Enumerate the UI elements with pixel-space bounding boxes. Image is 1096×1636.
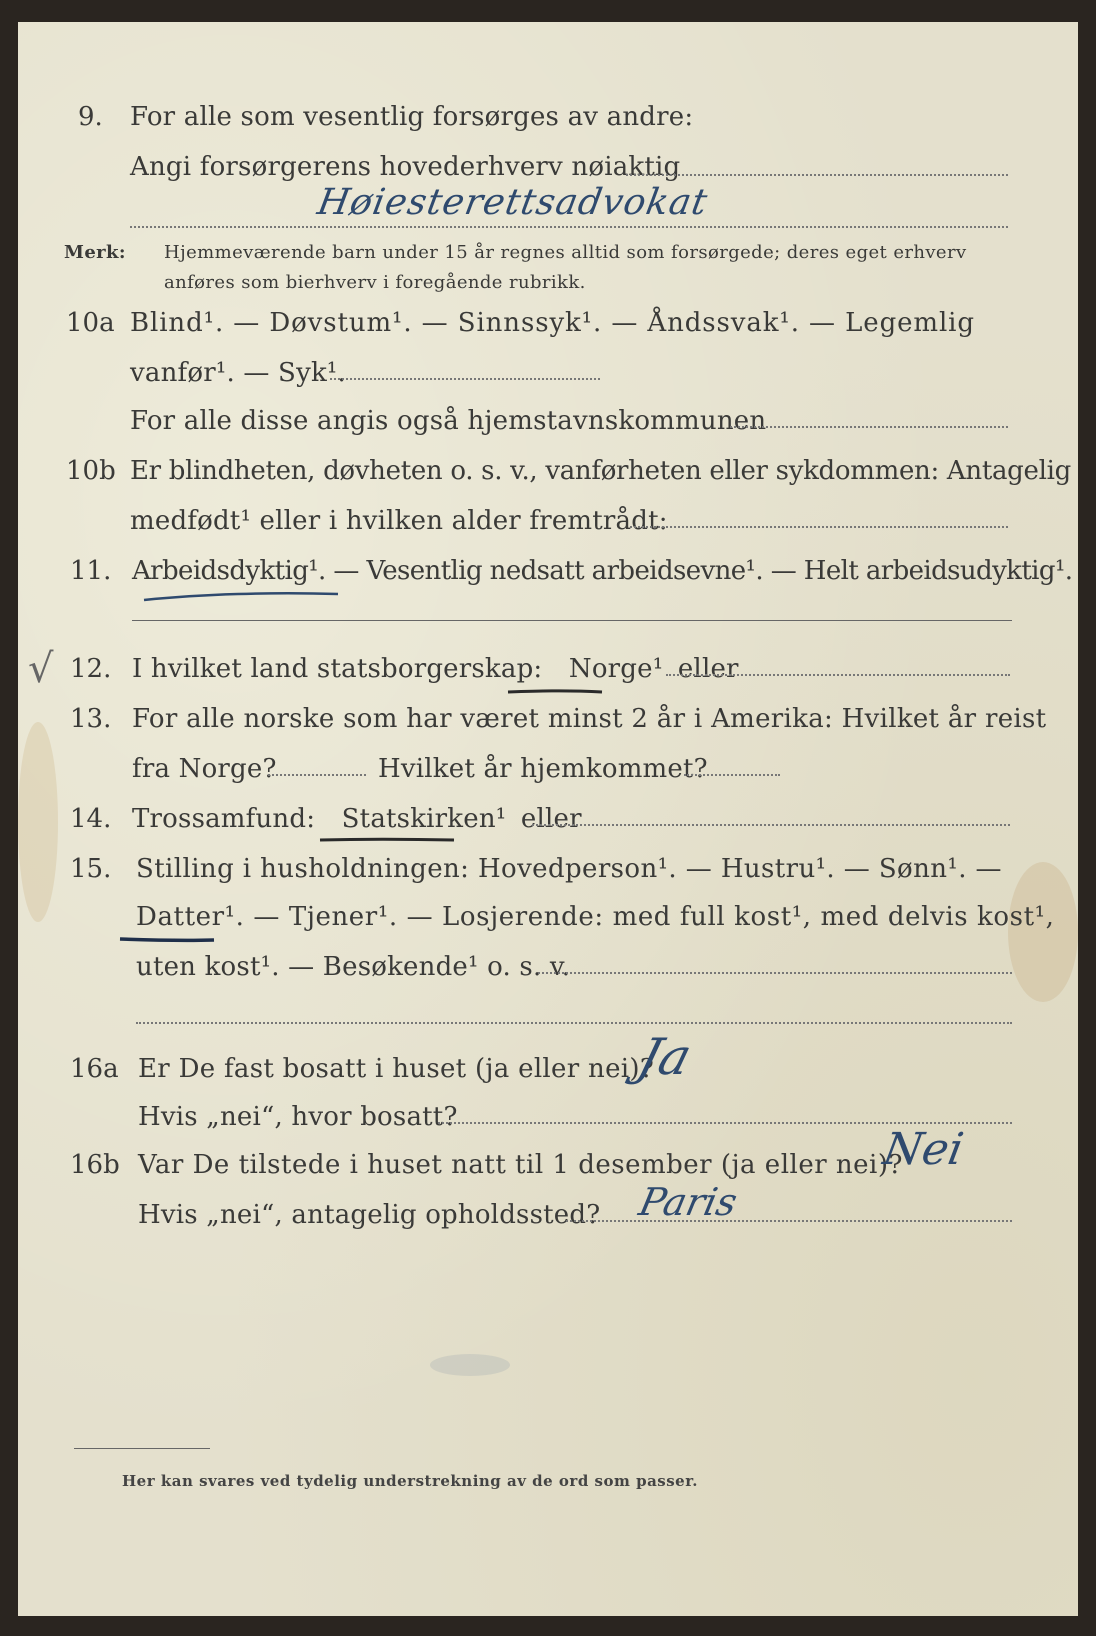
- merk-line1: Hjemmeværende barn under 15 år regnes alltid som forsørgede; deres eget erhverv: [164, 242, 967, 263]
- q16a-line2: Hvis „nei“, hvor bosatt?: [138, 1102, 458, 1132]
- answer-dotted-line: [626, 174, 1008, 176]
- handwritten-underline-norge: [506, 686, 606, 698]
- answer-dotted-line: [630, 526, 1008, 528]
- q10b-line2: medfødt¹ eller i hvilken alder fremtrådt:: [130, 506, 668, 536]
- q15-line1: Stilling i husholdningen: Hovedperson¹. — Hustru¹. — Sønn¹. —: [136, 854, 1002, 884]
- q11-line1: Arbeidsdyktig¹. — Vesentlig nedsatt arbeidsevne¹. — Helt arbeidsudyktig¹.: [132, 556, 1073, 586]
- q14-text-c: eller: [520, 804, 582, 834]
- question-number-16a: 16a: [70, 1054, 119, 1084]
- answer-dotted-line: [136, 1022, 1012, 1024]
- q10a-line2: vanfør¹. — Syk¹.: [130, 358, 346, 388]
- q10b-line1: Er blindheten, døvheten o. s. v., vanførheten eller sykdommen: Antagelig: [130, 456, 1071, 486]
- q16a-line1: Er De fast bosatt i huset (ja eller nei)?: [138, 1054, 655, 1084]
- answer-dotted-line: [684, 774, 780, 776]
- question-number-11: 11.: [70, 556, 112, 586]
- q9-handwritten-answer: Høiesterettsadvokat: [314, 182, 711, 223]
- answer-dotted-line: [532, 824, 1010, 826]
- footnote-rule: [74, 1448, 210, 1449]
- q13-line2a: fra Norge?: [132, 754, 277, 784]
- q14-text-b: Statskirken¹: [341, 804, 507, 834]
- question-number-15: 15.: [70, 854, 112, 884]
- q13-line1: For alle norske som har været minst 2 år i Amerika: Hvilket år reist: [132, 704, 1047, 734]
- question-number-13: 13.: [70, 704, 112, 734]
- answer-dotted-line: [730, 426, 1008, 428]
- answer-dotted-line: [566, 1220, 1012, 1222]
- question-number-10a: 10a: [66, 308, 115, 338]
- merk-label: Merk:: [64, 242, 126, 263]
- footnote-text: Her kan svares ved tydelig understrekning av de ord som passer.: [122, 1472, 698, 1490]
- q16b-handwritten-answer-1: Nei: [879, 1124, 968, 1175]
- question-number-12: 12.: [70, 654, 112, 684]
- q12-check-mark: √: [28, 646, 54, 692]
- q12-text-a: I hvilket land statsborgerskap:: [132, 654, 543, 684]
- q12-text-b: Norge¹: [568, 654, 664, 684]
- question-number-14: 14.: [70, 804, 112, 834]
- answer-dotted-line: [130, 226, 1008, 228]
- q10a-line3: For alle disse angis også hjemstavnskommunen: [130, 406, 767, 436]
- q15-line3: uten kost¹. — Besøkende¹ o. s. v.: [136, 952, 571, 982]
- census-form-page: [18, 22, 1078, 1616]
- q12-text-c: eller: [677, 654, 739, 684]
- question-number-9: 9.: [78, 102, 103, 132]
- handwritten-underline-arbeidsdyktig: [142, 588, 342, 608]
- q13-line2b: Hvilket år hjemkommet?: [378, 754, 708, 784]
- question-number-16b: 16b: [70, 1150, 120, 1180]
- handwritten-underline-datter: [118, 934, 218, 946]
- merk-line2: anføres som bierhverv i foregående rubrikk.: [164, 272, 586, 293]
- handwritten-underline-statskirken: [318, 834, 458, 846]
- answer-dotted-line: [330, 378, 600, 380]
- question-number-10b: 10b: [66, 456, 116, 486]
- paper-stain: [1008, 862, 1078, 1002]
- q14-text-a: Trossamfund:: [132, 804, 316, 834]
- q10a-line1: Blind¹. — Døvstum¹. — Sinnssyk¹. — Åndssvak¹. — Legemlig: [130, 308, 975, 338]
- q12-text: [132, 654, 739, 684]
- q16b-line1: Var De tilstede i huset natt til 1 desember (ja eller nei)?: [138, 1150, 903, 1180]
- answer-dotted-line: [268, 774, 366, 776]
- q16b-line2: Hvis „nei“, antagelig opholdssted?: [138, 1200, 601, 1230]
- q16b-handwritten-answer-2: Paris: [635, 1180, 742, 1224]
- answer-line: [132, 620, 1012, 621]
- answer-dotted-line: [538, 972, 1012, 974]
- answer-dotted-line: [666, 674, 1010, 676]
- paper-stain: [18, 722, 58, 922]
- q16a-handwritten-answer: Ja: [632, 1028, 698, 1086]
- q9-line2: Angi forsørgerens hovederhverv nøiaktig: [130, 152, 681, 182]
- q14-text: [132, 804, 582, 834]
- q15-line2: Datter¹. — Tjener¹. — Losjerende: med full kost¹, med delvis kost¹,: [136, 902, 1055, 932]
- q9-line1: For alle som vesentlig forsørges av andre:: [130, 102, 694, 132]
- ink-smudge: [430, 1354, 510, 1376]
